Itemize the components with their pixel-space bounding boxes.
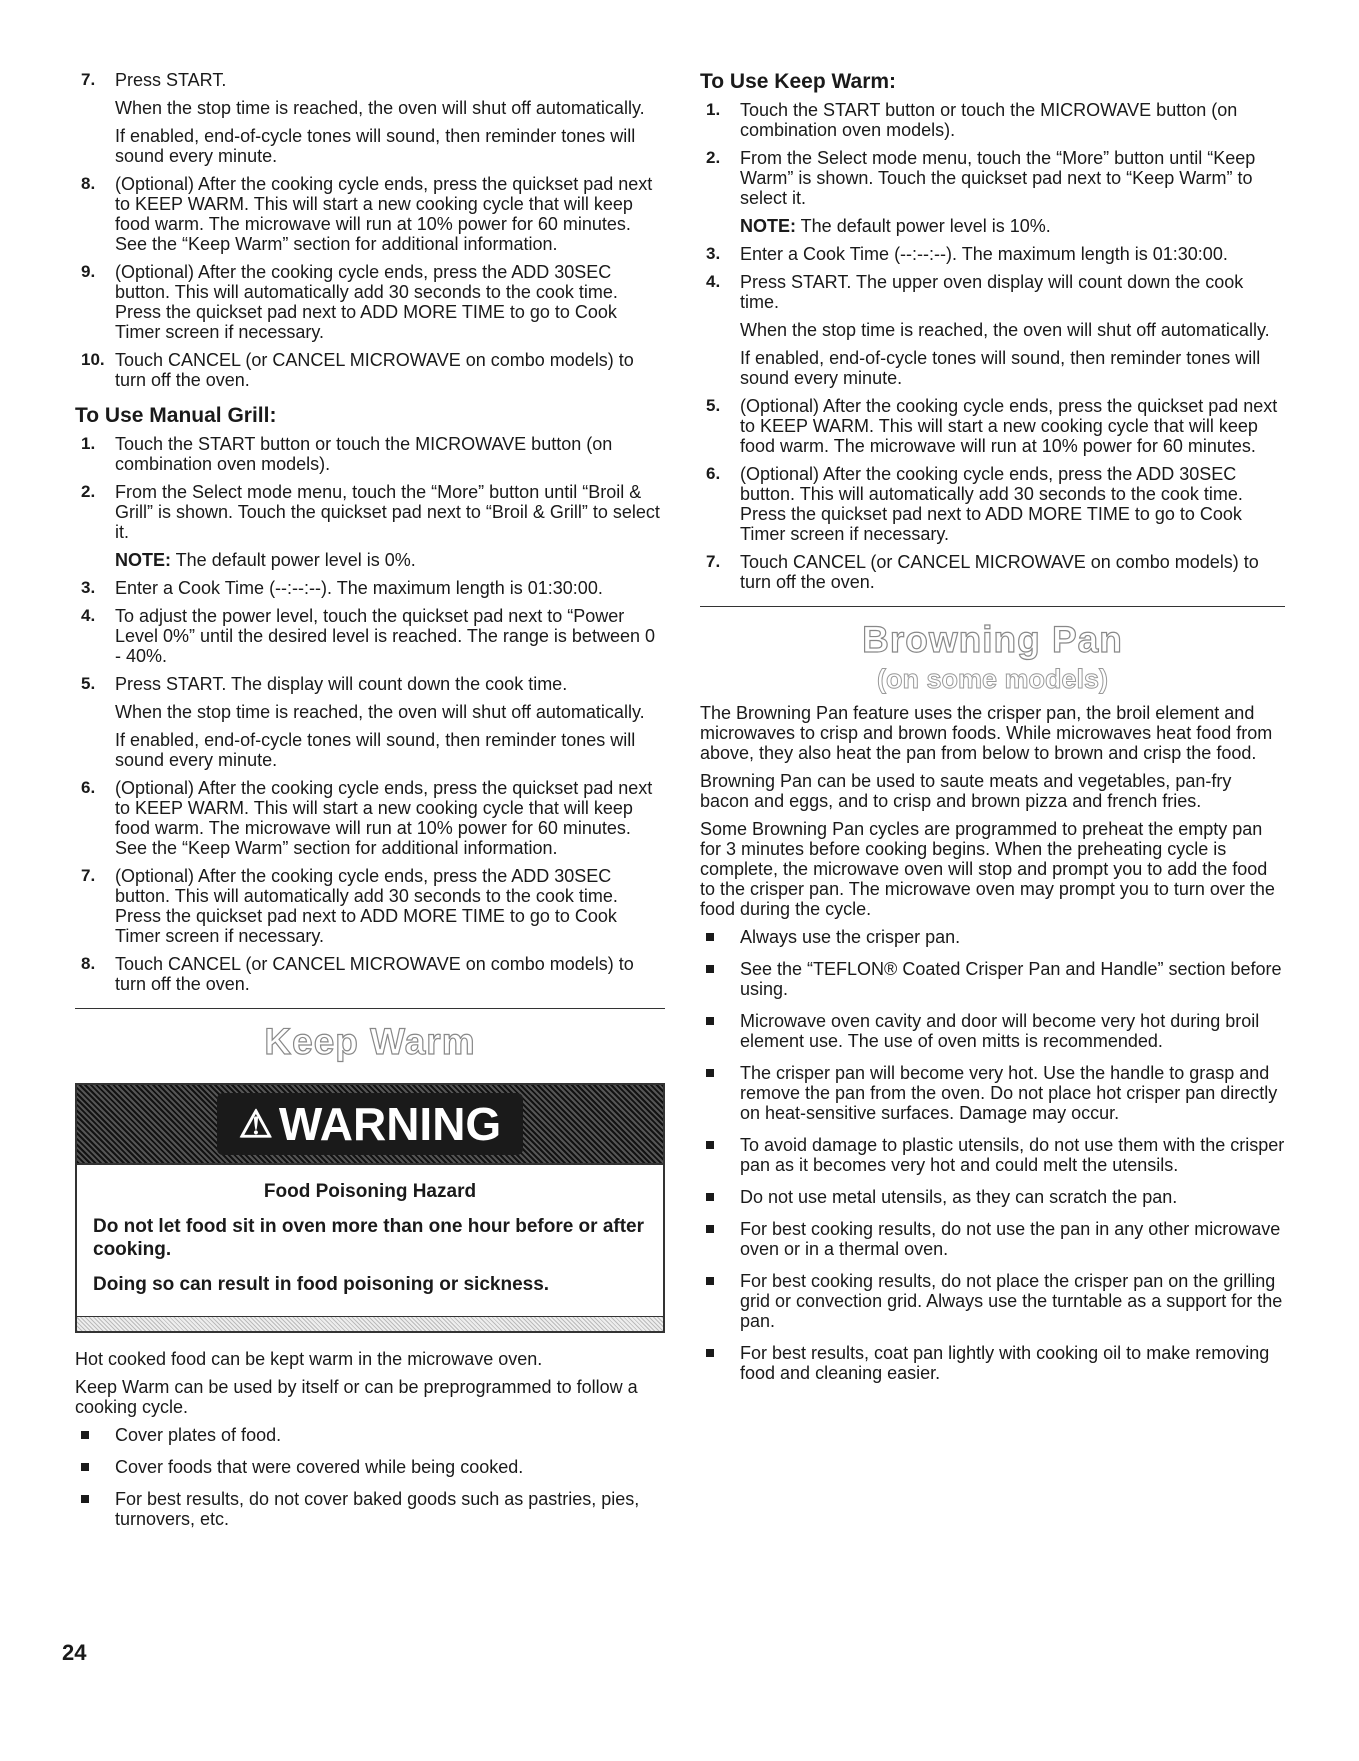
keep-warm-heading: To Use Keep Warm:	[700, 70, 897, 93]
step-number: 7.	[81, 70, 96, 89]
step-number: 4.	[706, 272, 721, 291]
bullet-square-icon	[81, 1431, 89, 1439]
note-label: NOTE:	[740, 216, 796, 236]
browning-pan-paragraph: The Browning Pan feature uses the crisper pan, the broil element and microwaves to crisp and brown foods. While microwaves heat food from above, they also heat the pan from below to brown and crisp the food.	[700, 703, 1273, 763]
section-divider	[75, 1008, 665, 1009]
warning-triangle-icon: ⚠	[238, 1103, 273, 1146]
bullet-square-icon	[81, 1495, 89, 1503]
kw-step-1	[700, 100, 1285, 140]
keep-warm-intro: Hot cooked food can be kept warm in the microwave oven.	[75, 1349, 543, 1369]
step-number: 2.	[706, 148, 721, 167]
bullet-square-icon	[706, 1349, 714, 1357]
step-number: 5.	[81, 674, 96, 693]
note-text: The default power level is 10%.	[796, 216, 1051, 236]
step-text: Press START. The upper oven display will count down the cook time.	[740, 272, 1244, 312]
step-text: Enter a Cook Time (--:--:--). The maximum length is 01:30:00.	[115, 578, 603, 598]
step-text: (Optional) After the cooking cycle ends, press the quickset pad next to KEEP WARM. This will start a new cooking cycle that will keep food warm. The microwave will run at 10% power for 60 minutes. See the “Keep Warm” section for additional information.	[115, 174, 653, 254]
bullet-item	[700, 1219, 1285, 1259]
bullet-item	[75, 1425, 665, 1445]
browning-pan-subtitle: (on some models)	[876, 664, 1109, 694]
step-text: Touch the START button or touch the MICROWAVE button (on combination oven models).	[115, 434, 613, 474]
bullet-item	[700, 1343, 1285, 1383]
step-text: (Optional) After the cooking cycle ends, press the ADD 30SEC button. This will automatically add 30 seconds to the cook time. Press the quickset pad next to ADD MORE TIME to go to Cook Timer screen if necessary.	[740, 464, 1243, 544]
browning-pan-section-title: Browning Pan	[862, 619, 1123, 660]
note	[740, 216, 1285, 236]
bullet-item	[700, 1187, 1285, 1207]
step-number: 4.	[81, 606, 96, 625]
bullet-item	[75, 1457, 665, 1477]
warning-label: WARNING	[278, 1098, 502, 1150]
step-text: If enabled, end-of-cycle tones will sound, then reminder tones will sound every minute.	[115, 730, 636, 770]
page-number: 24	[62, 1640, 87, 1665]
kw-step-7	[700, 552, 1285, 592]
keep-warm-steps	[700, 100, 1285, 592]
step-text: From the Select mode menu, touch the “More” button until “Broil & Grill” is shown. Touch the quickset pad next to “Broil & Grill” to select it.	[115, 482, 660, 542]
bullet-text: Cover foods that were covered while being cooked.	[115, 1457, 524, 1477]
step-text: Touch CANCEL (or CANCEL MICROWAVE on combo models) to turn off the oven.	[115, 954, 634, 994]
step-text: (Optional) After the cooking cycle ends, press the quickset pad next to KEEP WARM. This will start a new cooking cycle that will keep food warm. The microwave will run at 10% power for 60 minutes.	[740, 396, 1278, 456]
step-9	[75, 262, 665, 342]
warning-header	[77, 1085, 663, 1165]
step-text: To adjust the power level, touch the quickset pad next to “Power Level 0%” until the desired level is reached. The range is between 0 - 40%.	[115, 606, 655, 666]
step-number: 1.	[706, 100, 721, 119]
kw-step-2	[700, 148, 1285, 236]
step-text: When the stop time is reached, the oven will shut off automatically.	[115, 702, 645, 722]
kw-step-3	[700, 244, 1285, 264]
step-number: 7.	[81, 866, 96, 885]
bullet-square-icon	[706, 1277, 714, 1285]
manual-grill-steps	[75, 434, 665, 994]
grill-step-4	[75, 606, 665, 666]
manual-grill-heading: To Use Manual Grill:	[75, 404, 277, 427]
bullet-text: Cover plates of food.	[115, 1425, 282, 1445]
bullet-text: To avoid damage to plastic utensils, do not use them with the crisper pan as it becomes very hot and could melt the utensils.	[740, 1135, 1285, 1175]
step-text: (Optional) After the cooking cycle ends, press the ADD 30SEC button. This will automatically add 30 seconds to the cook time. Press the quickset pad next to ADD MORE TIME to go to Cook Timer screen if necessary.	[115, 262, 618, 342]
bullet-item	[700, 1135, 1285, 1175]
section-divider	[700, 606, 1285, 607]
step-number: 8.	[81, 954, 96, 973]
grill-step-1	[75, 434, 665, 474]
bullet-square-icon	[706, 965, 714, 973]
bullet-square-icon	[706, 1017, 714, 1025]
keep-warm-section-title: Keep Warm	[264, 1021, 476, 1062]
step-text: From the Select mode menu, touch the “More” button until “Keep Warm” is shown. Touch the quickset pad next to “Keep Warm” to select it.	[740, 148, 1256, 208]
bullet-text: Always use the crisper pan.	[740, 927, 961, 947]
bullet-text: See the “TEFLON® Coated Crisper Pan and Handle” section before using.	[740, 959, 1282, 999]
step-text: Press START.	[115, 70, 227, 90]
bullet-item	[700, 1063, 1285, 1123]
keep-warm-intro: Keep Warm can be used by itself or can be preprogrammed to follow a cooking cycle.	[75, 1377, 638, 1417]
grill-step-2	[75, 482, 665, 570]
bullet-square-icon	[706, 1069, 714, 1077]
kw-step-5	[700, 396, 1285, 456]
bullet-square-icon	[81, 1463, 89, 1471]
bullet-text: Do not use metal utensils, as they can scratch the pan.	[740, 1187, 1178, 1207]
browning-pan-bullets	[700, 927, 1285, 1383]
step-number: 2.	[81, 482, 96, 501]
step-number: 1.	[81, 434, 96, 453]
step-text: (Optional) After the cooking cycle ends, press the quickset pad next to KEEP WARM. This will start a new cooking cycle that will keep food warm. The microwave will run at 10% power for 60 minutes. See the “Keep Warm” section for additional information.	[115, 778, 653, 858]
right-column	[700, 70, 1285, 1395]
step-text: When the stop time is reached, the oven will shut off automatically.	[740, 320, 1270, 340]
bullet-square-icon	[706, 1225, 714, 1233]
bullet-item	[700, 1011, 1285, 1051]
step-text: Press START. The display will count down the cook time.	[115, 674, 568, 694]
step-number: 6.	[706, 464, 721, 483]
bullet-square-icon	[706, 1193, 714, 1201]
bullet-text: The crisper pan will become very hot. Use the handle to grasp and remove the pan from the oven. Do not place hot crisper pan directly on heat-sensitive surfaces. Damage may occur.	[740, 1063, 1278, 1123]
grill-step-5	[75, 674, 665, 770]
warning-text: Do not let food sit in oven more than one hour before or after cooking.	[93, 1216, 645, 1260]
bullet-text: Microwave oven cavity and door will become very hot during broil element use. The use of oven mitts is recommended.	[740, 1011, 1260, 1051]
kw-step-6	[700, 464, 1285, 544]
kw-step-4	[700, 272, 1285, 388]
hazard-title: Food Poisoning Hazard	[263, 1181, 477, 1202]
warning-text: Doing so can result in food poisoning or sickness.	[93, 1274, 550, 1295]
cook-steps-continued	[75, 70, 665, 390]
step-text: (Optional) After the cooking cycle ends, press the ADD 30SEC button. This will automatically add 30 seconds to the cook time. Press the quickset pad next to ADD MORE TIME to go to Cook Timer screen if necessary.	[115, 866, 618, 946]
bullet-square-icon	[706, 1141, 714, 1149]
step-8	[75, 174, 665, 254]
bullet-item	[700, 1271, 1285, 1331]
step-10	[75, 350, 665, 390]
warning-box	[75, 1083, 665, 1333]
bullet-item	[700, 927, 1285, 947]
step-text: Touch CANCEL (or CANCEL MICROWAVE on combo models) to turn off the oven.	[740, 552, 1259, 592]
step-text: When the stop time is reached, the oven will shut off automatically.	[115, 98, 645, 118]
step-text: If enabled, end-of-cycle tones will sound, then reminder tones will sound every minute.	[115, 126, 636, 166]
left-column	[75, 70, 665, 1541]
step-7	[75, 70, 665, 166]
step-number: 3.	[81, 578, 96, 597]
bullet-text: For best cooking results, do not use the pan in any other microwave oven or in a thermal oven.	[740, 1219, 1281, 1259]
warning-label-pill	[217, 1093, 523, 1155]
step-text: Touch the START button or touch the MICROWAVE button (on combination oven models).	[740, 100, 1238, 140]
step-text: Touch CANCEL (or CANCEL MICROWAVE on combo models) to turn off the oven.	[115, 350, 634, 390]
browning-pan-paragraph: Browning Pan can be used to saute meats and vegetables, pan-fry bacon and eggs, and to crisp and brown pizza and french fries.	[700, 771, 1232, 811]
grill-step-3	[75, 578, 665, 598]
grill-step-7	[75, 866, 665, 946]
step-number: 9.	[81, 262, 96, 281]
warning-body	[77, 1165, 663, 1316]
step-text: Enter a Cook Time (--:--:--). The maximum length is 01:30:00.	[740, 244, 1228, 264]
warning-footer	[77, 1316, 663, 1331]
grill-step-6	[75, 778, 665, 858]
bullet-item	[75, 1489, 665, 1529]
keep-warm-bullets	[75, 1425, 665, 1529]
bullet-square-icon	[706, 933, 714, 941]
bullet-text: For best results, coat pan lightly with cooking oil to make removing food and cleaning easier.	[740, 1343, 1270, 1383]
step-number: 7.	[706, 552, 721, 571]
note	[115, 550, 665, 570]
note-text: The default power level is 0%.	[171, 550, 416, 570]
note-label: NOTE:	[115, 550, 171, 570]
step-text: If enabled, end-of-cycle tones will sound, then reminder tones will sound every minute.	[740, 348, 1261, 388]
bullet-text: For best cooking results, do not place the crisper pan on the grilling grid or convection grid. Always use the turntable as a support for the pan.	[740, 1271, 1283, 1331]
bullet-item	[700, 959, 1285, 999]
step-number: 6.	[81, 778, 96, 797]
grill-step-8	[75, 954, 665, 994]
bullet-text: For best results, do not cover baked goods such as pastries, pies, turnovers, etc.	[115, 1489, 640, 1529]
step-number: 3.	[706, 244, 721, 263]
browning-pan-paragraph: Some Browning Pan cycles are programmed to preheat the empty pan for 3 minutes before cooking begins. When the preheating cycle is complete, the microwave oven will stop and prompt you to add the food to the crisper pan. The microwave oven may prompt you to turn over the food during the cycle.	[700, 819, 1275, 919]
step-number: 5.	[706, 396, 721, 415]
step-number: 10.	[81, 350, 105, 369]
step-number: 8.	[81, 174, 96, 193]
